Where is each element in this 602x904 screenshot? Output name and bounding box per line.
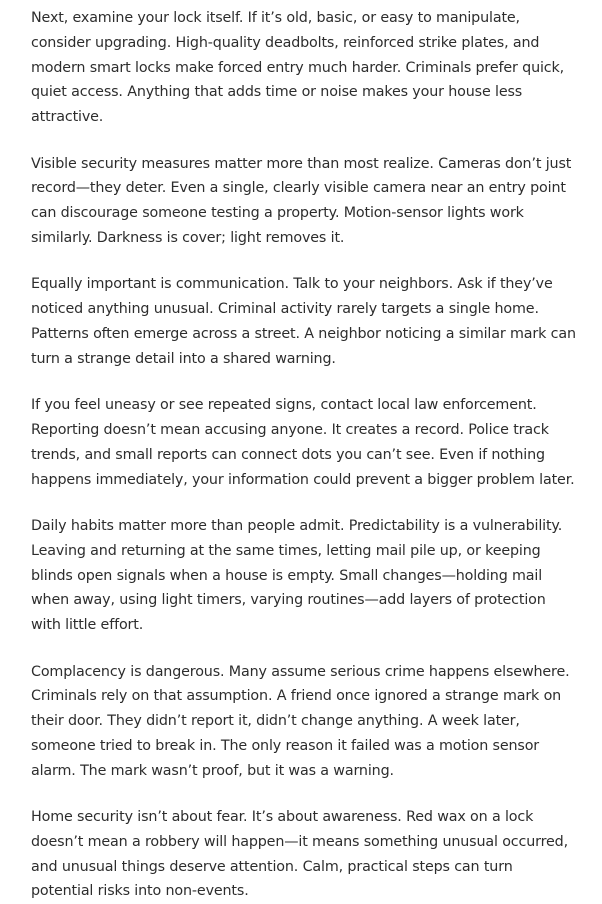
paragraph-law-enforcement: If you feel uneasy or see repeated signs, contact local law enforcement. Reporting doesn’t mean accusing anyone. It creates a record. Police track trends, and small reports can connect dots you can’t see. Even if nothing happens immediately, your information could prevent a bigger problem later. bbox=[31, 397, 575, 488]
paragraph-lock-upgrade: Next, examine your lock itself. If it’s old, basic, or easy to manipulate, consider upgrading. High-quality deadbolts, reinforced strike plates, and modern smart locks make forced entry much harder. Criminals prefer quick, quiet access. Anything that adds time or noise makes your house less attractive. bbox=[31, 10, 565, 126]
paragraph-awareness: Home security isn’t about fear. It’s about awareness. Red wax on a lock doesn’t mean a robbery will happen—it means something unusual occurred, and unusual things deserve attention. Calm, practical steps can turn potential risks into non-events. bbox=[31, 809, 568, 900]
paragraph-complacency: Complacency is dangerous. Many assume serious crime happens elsewhere. Criminals rely on that assumption. A friend once ignored a strange mark on their door. They didn’t report it, didn’t change anything. A week later, someone tried to break in. The only reason it failed was a motion sensor alarm. The mark wasn’t proof, but it was a warning. bbox=[31, 663, 570, 779]
paragraph-visible-security: Visible security measures matter more than most realize. Cameras don’t just record—they deter. Even a single, clearly visible camera near an entry point can discourage someone testing a property. Motion-sensor lights work similarly. Darkness is cover; light removes it. bbox=[31, 155, 572, 246]
paragraph-daily-habits: Daily habits matter more than people admit. Predictability is a vulnerability. Leaving and returning at the same times, letting mail pile up, or keeping blinds open signals when a house is empty. Small changes—holding mail when away, using light timers, varying routines—add layers of protection with little effort. bbox=[31, 517, 563, 634]
paragraph-communication: Equally important is communication. Talk to your neighbors. Ask if they’ve noticed anything unusual. Criminal activity rarely targets a single home. Patterns often emerge across a street. A neighbor noticing a similar mark can turn a strange detail into a shared warning. bbox=[31, 276, 576, 367]
